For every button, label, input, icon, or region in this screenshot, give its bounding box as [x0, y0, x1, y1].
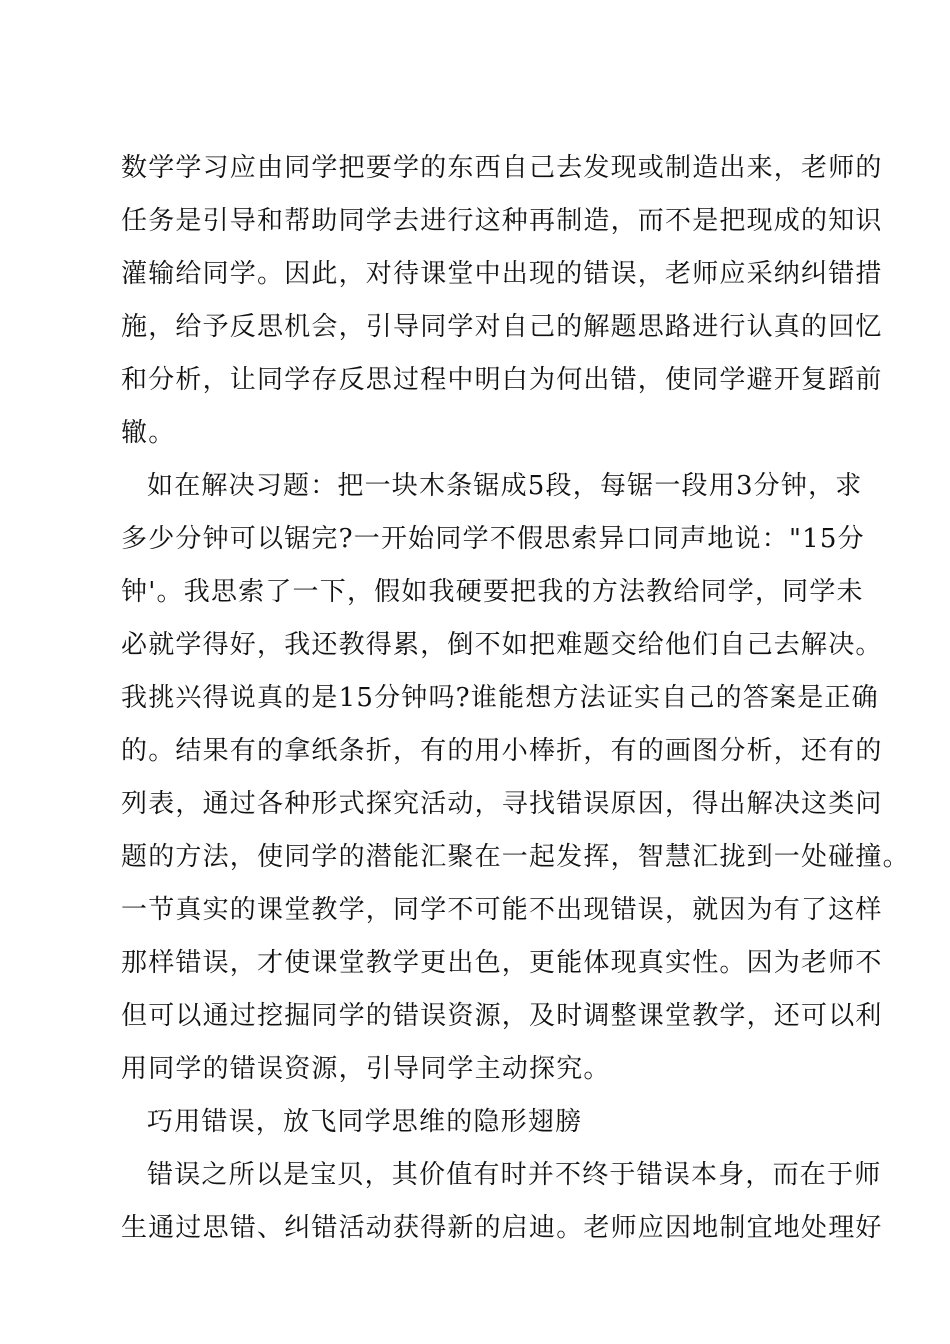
text-line: 施，给予反思机会，引导同学对自己的解题思路进行认真的回忆	[121, 312, 883, 342]
text-line: 和分析，让同学存反思过程中明白为何出错，使同学避开复蹈前	[121, 365, 883, 395]
text-line: 我挑兴得说真的是15分钟吗?谁能想方法证实自己的答案是正确	[121, 683, 879, 713]
text-line: 任务是引导和帮助同学去进行这种再制造，而不是把现成的知识	[121, 206, 883, 236]
text-line: 那样错误，才使课堂教学更出色，更能体现真实性。因为老师不	[121, 948, 883, 978]
text-line: 多少分钟可以锯完?一开始同学不假思索异口同声地说："15分	[121, 524, 865, 554]
text-line: 必就学得好，我还教得累，倒不如把难题交给他们自己去解决。	[121, 630, 883, 660]
text-line: 题的方法，使同学的潜能汇聚在一起发挥，智慧汇拢到一处碰撞。	[121, 842, 910, 872]
text-line: 灌输给同学。因此，对待课堂中出现的错误，老师应采纳纠错措	[121, 259, 883, 289]
text-line: 如在解决习题：把一块木条锯成5段，每锯一段用3分钟，求	[147, 471, 863, 501]
text-line: 钟'。我思索了一下，假如我硬要把我的方法教给同学，同学未	[121, 577, 864, 607]
text-line: 用同学的错误资源，引导同学主动探究。	[121, 1054, 611, 1084]
section-heading: 巧用错误，放飞同学思维的隐形翅膀	[147, 1107, 583, 1137]
text-line: 数学学习应由同学把要学的东西自己去发现或制造出来，老师的	[121, 153, 883, 183]
text-line: 的。结果有的拿纸条折，有的用小棒折，有的画图分析，还有的	[121, 736, 883, 766]
text-line: 一节真实的课堂教学，同学不可能不出现错误，就因为有了这样	[121, 895, 883, 925]
text-line: 辙。	[121, 418, 176, 448]
text-line: 错误之所以是宝贝，其价值有时并不终于错误本身，而在于师	[147, 1160, 882, 1190]
text-line: 生通过思错、纠错活动获得新的启迪。老师应因地制宜地处理好	[121, 1213, 883, 1243]
text-line: 列表，通过各种形式探究活动，寻找错误原因，得出解决这类问	[121, 789, 883, 819]
text-line: 但可以通过挖掘同学的错误资源，及时调整课堂教学，还可以利	[121, 1001, 883, 1031]
